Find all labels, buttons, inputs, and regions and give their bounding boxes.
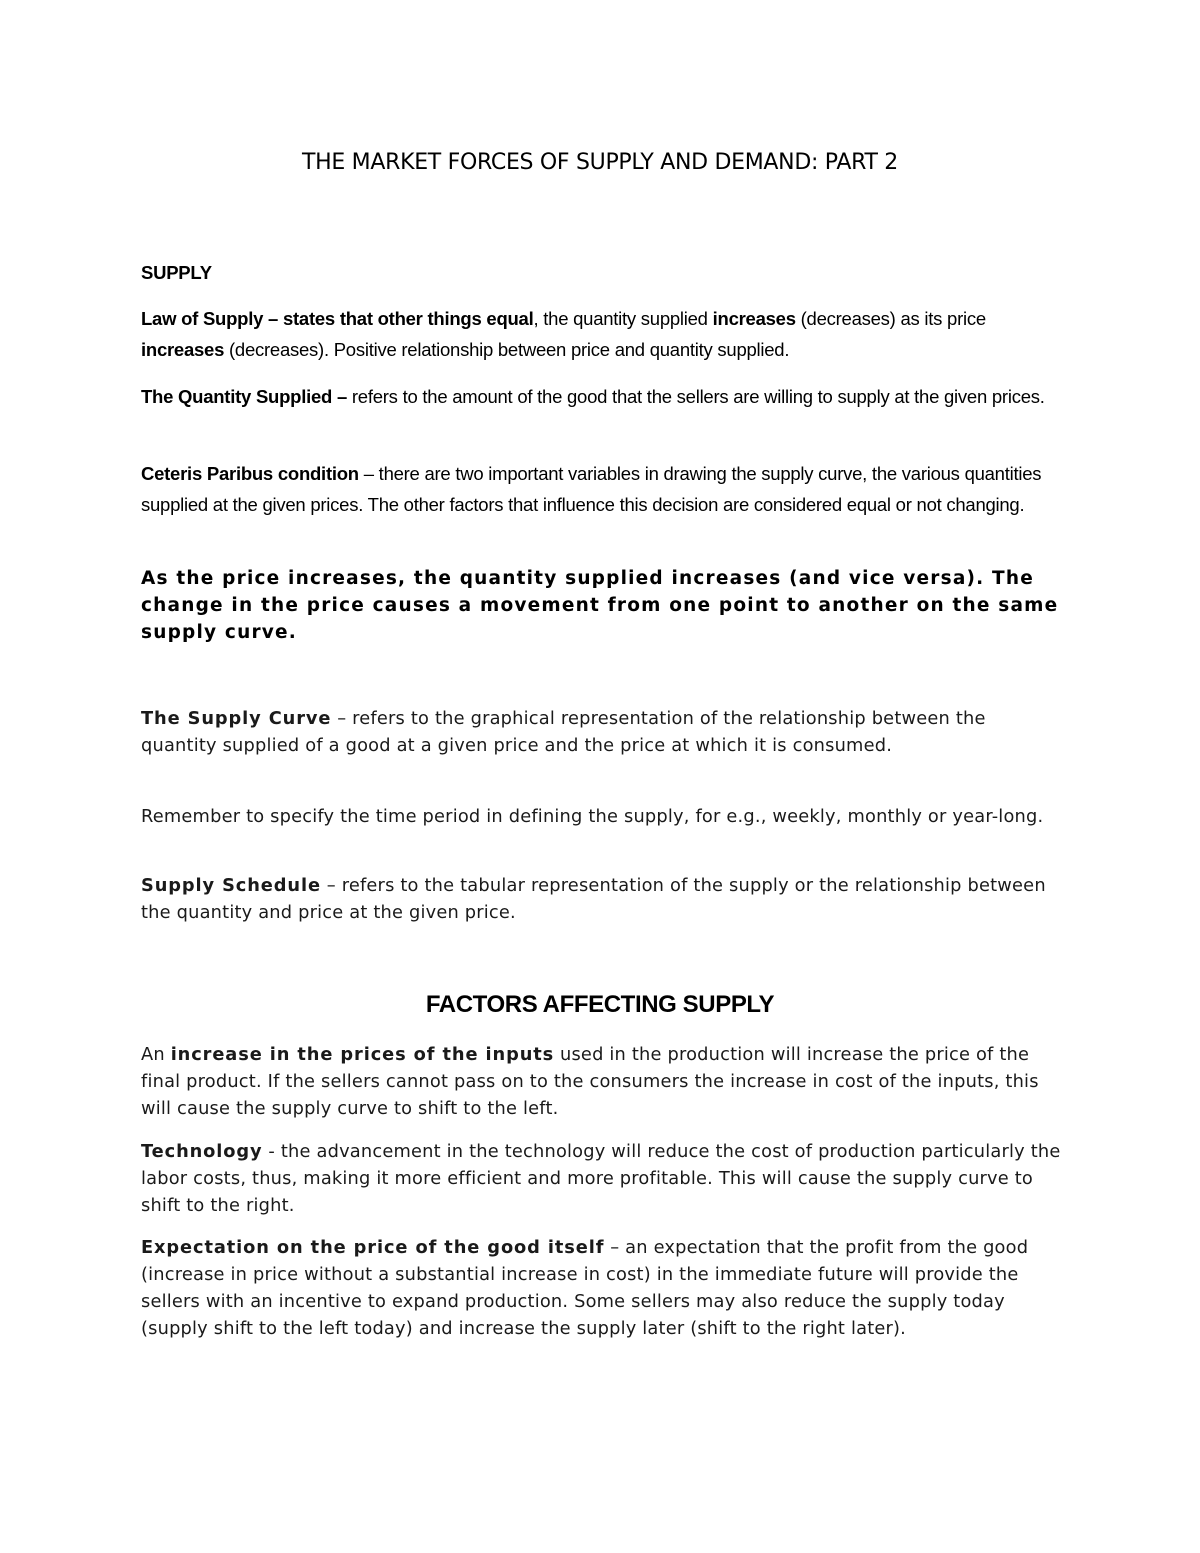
ceteris-paribus-term: Ceteris Paribus condition [141,463,359,484]
ceteris-paribus-paragraph: Ceteris Paribus condition – there are two important variables in drawing the supply curve, the various quantities supplied at the given prices. The other factors that influence this decision are considered equal or not changing. [141,463,1042,515]
factor-expectation-term: Expectation on the price of the good itself [141,1237,605,1258]
price-statement-paragraph: As the price increases, the quantity supplied increases (and vice versa). The change in the price causes a movement from one point to another on the same supply curve. [141,568,1059,643]
factor-expectation-paragraph: Expectation on the price of the good itself – an expectation that the profit from the good (increase in price without a substantial increase in cost) in the immediate future will provide the sellers with an incentive to expand production. Some sellers may also reduce the supply today (supply shift to the left today) and increase the supply later (shift to the right later). [141,1237,1029,1339]
time-period-note: Remember to specify the time period in defining the supply, for e.g., weekly, monthly or year-long. [141,806,1044,827]
factor-inputs-paragraph: An increase in the prices of the inputs used in the production will increase the price of the final product. If the sellers cannot pass on to the consumers the increase in cost of the inputs, this will cause the supply curve to shift to the left. [141,1044,1039,1119]
quantity-supplied-term: The Quantity Supplied [141,386,333,407]
law-of-supply-term: Law of Supply [141,308,264,329]
factor-inputs-term: increase in the prices of the inputs [170,1044,555,1065]
factor-technology-paragraph: Technology - the advancement in the technology will reduce the cost of production particularly the labor costs, thus, making it more efficient and more profitable. This will cause the supply curve to shift to the right. [141,1141,1061,1216]
supply-curve-term: The Supply Curve [141,708,332,729]
supply-heading: SUPPLY [141,262,212,283]
quantity-supplied-paragraph: The Quantity Supplied – refers to the amount of the good that the sellers are willing to supply at the given prices. [141,386,1045,407]
factor-technology-term: Technology [141,1141,263,1162]
factors-heading: FACTORS AFFECTING SUPPLY [425,991,775,1018]
page-title: THE MARKET FORCES OF SUPPLY AND DEMAND: PART 2 [301,150,898,175]
supply-schedule-term: Supply Schedule [141,875,321,896]
law-of-supply-paragraph: Law of Supply – states that other things equal, the quantity supplied increases (decreases) as its price increases (decreases). Positive relationship between price and quantity supplied. [141,308,986,360]
supply-curve-paragraph: The Supply Curve – refers to the graphical representation of the relationship between the quantity supplied of a good at a given price and the price at which it is consumed. [141,708,986,756]
supply-schedule-paragraph: Supply Schedule – refers to the tabular representation of the supply or the relationship between the quantity and price at the given price. [141,875,1046,923]
